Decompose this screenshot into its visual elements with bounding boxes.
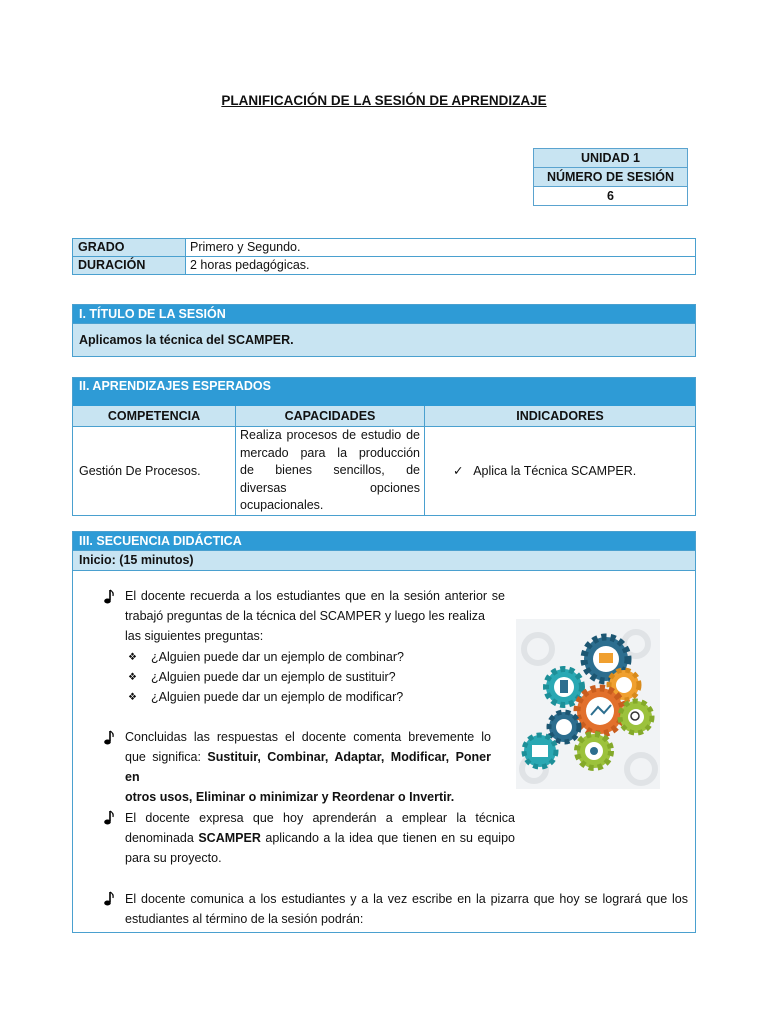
sesion-value: 6 (534, 187, 687, 205)
note-bullet-icon (103, 589, 115, 605)
page-title: PLANIFICACIÓN DE LA SESIÓN DE APRENDIZAJE (221, 93, 547, 108)
list-item: ¿Alguien puede dar un ejemplo de modificar? (151, 690, 404, 704)
gear-icon (549, 712, 579, 742)
section-titulo (72, 304, 696, 357)
gear-icon (577, 688, 623, 734)
competencia-cell: Gestión De Procesos. (73, 427, 236, 515)
session-title: Aplicamos la técnica del SCAMPER. (73, 323, 695, 356)
section-aprendizajes (72, 377, 696, 516)
info-value: 2 horas pedagógicas. (190, 258, 310, 272)
note-bullet-icon (103, 891, 115, 907)
info-key: GRADO (73, 239, 186, 256)
info-value: Primero y Segundo. (190, 240, 301, 254)
paragraph-2: Concluidas las respuestas el docente comenta brevemente lo que significa: Sustituir, Combinar, Adaptar, Modificar, Poner en otros usos, Eliminar o minimizar y Reordenar o Invertir. (125, 730, 492, 804)
column-header: INDICADORES (425, 406, 696, 427)
info-table (72, 238, 696, 275)
indicador-text: Aplica la Técnica SCAMPER. (473, 464, 637, 479)
gear-icon (577, 734, 611, 768)
info-row-grado (73, 239, 695, 257)
section-heading: II. APRENDIZAJES ESPERADOS (73, 378, 695, 406)
list-item: ¿Alguien puede dar un ejemplo de combinar? (151, 650, 404, 664)
note-bullet-icon (103, 730, 115, 746)
section-heading: III. SECUENCIA DIDÁCTICA (73, 532, 695, 550)
diamond-bullet-icon: ❖ (128, 692, 137, 703)
question-list (151, 647, 404, 707)
column-header: CAPACIDADES (236, 406, 425, 427)
note-bullet-icon (103, 810, 115, 826)
gear-icon (620, 701, 652, 733)
paragraph-3: El docente expresa que hoy aprenderán a emplear la técnica denominada SCAMPER aplicando a la idea que tienen en su equipo para su proyecto. (125, 811, 515, 865)
indicadores-cell (425, 427, 696, 515)
diamond-bullet-icon: ❖ (128, 652, 137, 663)
info-key: DURACIÓN (73, 257, 186, 274)
capacidades-cell: Realiza procesos de estudio de mercado para la producción de bienes sencillos, de diversas opciones ocupacionales. (236, 427, 425, 515)
unidad-label: UNIDAD 1 (534, 149, 687, 168)
sesion-label: NÚMERO DE SESIÓN (534, 168, 687, 187)
info-row-duracion (73, 257, 695, 274)
paragraph-4: El docente comunica a los estudiantes y a la vez escribe en la pizarra que hoy se logrará que los estudiantes al término de la sesión podrán: (125, 892, 688, 926)
diamond-bullet-icon: ❖ (128, 672, 137, 683)
inicio-label: Inicio: (15 minutos) (73, 550, 695, 571)
section-heading: I. TÍTULO DE LA SESIÓN (73, 305, 695, 323)
paragraph-1: El docente recuerda a los estudiantes que en la sesión anterior se trabajó preguntas de la técnica del SCAMPER y luego les realiza las siguientes preguntas: (125, 589, 505, 643)
check-icon: ✓ (453, 464, 464, 479)
unidad-table (533, 148, 688, 206)
gear-icon (524, 735, 556, 767)
column-header: COMPETENCIA (73, 406, 236, 427)
aprendizajes-table (73, 406, 695, 515)
list-item: ¿Alguien puede dar un ejemplo de sustituir? (151, 670, 396, 684)
gears-illustration (516, 619, 660, 789)
